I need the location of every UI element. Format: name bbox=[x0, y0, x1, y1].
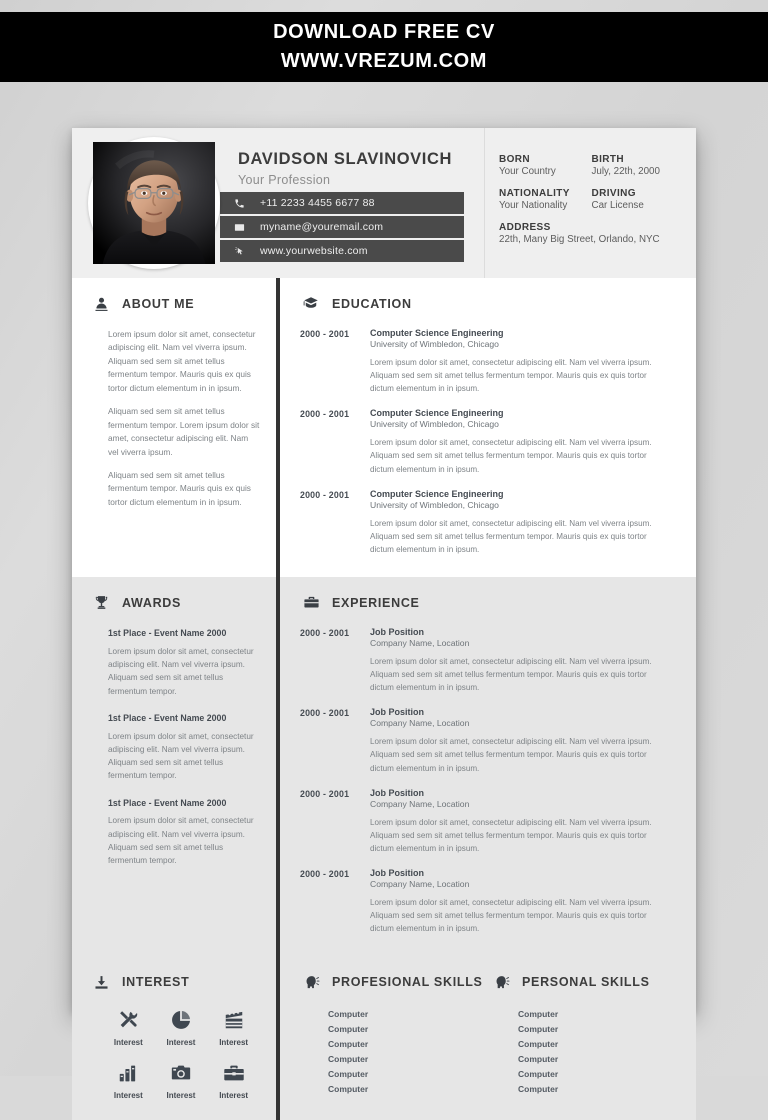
skill-name: Computer bbox=[518, 1083, 559, 1094]
zone-awards-experience bbox=[72, 577, 696, 956]
education-title: Computer Science Engineering bbox=[370, 488, 504, 499]
professional-skills-heading: PROFESIONAL SKILLS bbox=[332, 975, 483, 990]
education-title: Computer Science Engineering bbox=[370, 408, 504, 419]
skill-row bbox=[328, 1021, 490, 1036]
about-paragraph: Aliquam sed sem sit amet tellus fermentum tempor. Lorem ipsum dolor sit amet, consectetur adipiscing elit. Nam vel viverra ipsum. bbox=[108, 406, 260, 457]
info-birth-value: July, 22th, 2000 bbox=[591, 166, 660, 177]
contact-list bbox=[220, 192, 484, 264]
interest-item bbox=[102, 1006, 155, 1047]
skill-name: Computer bbox=[328, 1068, 369, 1079]
awards-section bbox=[72, 577, 278, 956]
personal-skills-block bbox=[490, 972, 680, 1096]
info-driving-value: Car License bbox=[591, 200, 644, 211]
header-left bbox=[72, 128, 484, 278]
award-description: Lorem ipsum dolor sit amet, consectetur adipiscing elit. Nam vel viverra ipsum. Aliquam sed sem sit amet tellus fermentum tempor. bbox=[108, 646, 254, 696]
personal-info-panel bbox=[484, 128, 696, 278]
experience-description: Lorem ipsum dolor sit amet, consectetur adipiscing elit. Nam vel viverra ipsum. Aliquam sed sem sit amet tellus fermentum tempor. Mauris quis ex quis tortor dictum elementum in in ipsum. bbox=[370, 737, 652, 773]
education-item bbox=[300, 408, 680, 475]
skill-track bbox=[390, 1011, 472, 1016]
education-institution: University of Wimbledon, Chicago bbox=[370, 419, 499, 430]
skill-row bbox=[328, 1036, 490, 1051]
experience-description: Lorem ipsum dolor sit amet, consectetur adipiscing elit. Nam vel viverra ipsum. Aliquam sed sem sit amet tellus fermentum tempor. Mauris quis ex quis tortor dictum elementum in in ipsum. bbox=[370, 656, 652, 693]
interest-item bbox=[155, 1006, 208, 1047]
info-nationality-label: NATIONALITY bbox=[499, 188, 570, 199]
tools-icon bbox=[102, 1006, 155, 1034]
person-icon bbox=[90, 294, 112, 314]
award-item bbox=[108, 627, 260, 698]
skill-name: Computer bbox=[518, 1023, 559, 1034]
skills-section bbox=[278, 956, 696, 1120]
education-description: Lorem ipsum dolor sit amet, consectetur adipiscing elit. Nam vel viverra ipsum. Aliquam sed sem sit amet tellus fermentum tempor. Mauris quis ex quis tortor dictum elementum in in ipsum. bbox=[370, 518, 652, 554]
skill-row bbox=[518, 1051, 680, 1066]
award-title: 1st Place - Event Name 2000 bbox=[108, 627, 227, 638]
contact-website-text: www.yourwebsite.com bbox=[260, 245, 368, 257]
experience-item bbox=[300, 868, 680, 935]
experience-company: Company Name, Location bbox=[370, 718, 470, 729]
skill-row bbox=[328, 1081, 490, 1096]
skill-name: Computer bbox=[328, 1023, 369, 1034]
awards-heading: AWARDS bbox=[122, 595, 182, 610]
info-address-value: 22th, Many Big Street, Orlando, NYC bbox=[499, 234, 660, 245]
skill-row bbox=[328, 1066, 490, 1081]
skill-row bbox=[518, 1006, 680, 1021]
skill-name: Computer bbox=[328, 1008, 369, 1019]
info-born bbox=[499, 154, 592, 177]
info-born-value: Your Country bbox=[499, 166, 556, 177]
award-title: 1st Place - Event Name 2000 bbox=[108, 712, 227, 723]
download-icon bbox=[90, 972, 112, 992]
info-nationality-value: Your Nationality bbox=[499, 200, 568, 211]
skill-row bbox=[518, 1081, 680, 1096]
cv-document bbox=[72, 128, 696, 1101]
avatar bbox=[88, 137, 220, 269]
head-profile-icon bbox=[490, 972, 512, 992]
header-identity bbox=[220, 128, 484, 257]
experience-title: Job Position bbox=[370, 626, 424, 637]
skill-track bbox=[580, 1011, 662, 1016]
pie-chart-icon bbox=[155, 1006, 208, 1034]
education-title: Computer Science Engineering bbox=[370, 328, 504, 338]
briefcase-icon bbox=[300, 593, 322, 613]
column-divider bbox=[276, 956, 280, 1120]
skill-name: Computer bbox=[328, 1038, 369, 1049]
info-nationality bbox=[499, 188, 592, 211]
info-address-label: ADDRESS bbox=[499, 222, 551, 233]
interest-label: Interest bbox=[219, 1038, 249, 1048]
skill-track bbox=[580, 1071, 662, 1076]
experience-item bbox=[300, 788, 680, 855]
experience-item bbox=[300, 707, 680, 774]
cv-header bbox=[72, 128, 696, 278]
skill-row bbox=[328, 1006, 490, 1021]
promo-banner-line-1: DOWNLOAD FREE CV bbox=[273, 21, 495, 43]
zone-about-education bbox=[72, 278, 696, 577]
experience-description: Lorem ipsum dolor sit amet, consectetur adipiscing elit. Nam vel viverra ipsum. Aliquam sed sem sit amet tellus fermentum tempor. Mauris quis ex quis tortor dictum elementum in in ipsum. bbox=[370, 897, 652, 934]
education-description: Lorem ipsum dolor sit amet, consectetur adipiscing elit. Nam vel viverra ipsum. Aliquam sed sem sit amet tellus fermentum tempor. Mauris quis ex quis tortor dictum elementum in in ipsum. bbox=[370, 438, 652, 474]
experience-title: Job Position bbox=[370, 707, 424, 718]
contact-row-phone[interactable] bbox=[220, 192, 464, 214]
skill-name: Computer bbox=[518, 1008, 559, 1019]
skill-name: Computer bbox=[328, 1083, 369, 1094]
interest-item bbox=[207, 1006, 260, 1047]
info-driving bbox=[592, 188, 685, 211]
about-heading: ABOUT ME bbox=[122, 297, 195, 311]
column-divider bbox=[276, 278, 280, 577]
experience-year: 2000 - 2001 bbox=[300, 627, 350, 638]
experience-company: Company Name, Location bbox=[370, 878, 470, 889]
skill-name: Computer bbox=[518, 1068, 559, 1079]
skill-row bbox=[518, 1036, 680, 1051]
skill-track bbox=[580, 1056, 662, 1061]
experience-section bbox=[278, 577, 696, 956]
award-item bbox=[108, 712, 260, 783]
about-paragraph: Aliquam sed sem sit amet tellus fermentum tempor. Mauris quis ex quis tortor dictum elementum in in ipsum. bbox=[108, 469, 251, 507]
skill-track bbox=[580, 1041, 662, 1046]
experience-heading: EXPERIENCE bbox=[332, 595, 420, 610]
zone-interest-skills bbox=[72, 956, 696, 1120]
experience-title: Job Position bbox=[370, 787, 424, 798]
skill-track bbox=[390, 1041, 472, 1046]
info-birth bbox=[592, 154, 685, 177]
interest-section bbox=[72, 956, 278, 1120]
interest-label: Interest bbox=[113, 1091, 143, 1101]
professional-skills-block bbox=[300, 972, 490, 1096]
phone-icon bbox=[228, 198, 250, 209]
personal-skills-heading: PERSONAL SKILLS bbox=[522, 975, 650, 990]
education-institution: University of Wimbledon, Chicago bbox=[370, 339, 499, 349]
experience-item bbox=[300, 627, 680, 694]
info-born-label: BORN bbox=[499, 154, 531, 165]
page-title: DAVIDSON SLAVINOVICH bbox=[238, 150, 452, 168]
skill-name: Computer bbox=[328, 1053, 369, 1064]
skill-name: Computer bbox=[518, 1053, 559, 1064]
interest-label: Interest bbox=[113, 1038, 143, 1048]
education-section bbox=[278, 278, 696, 577]
education-item bbox=[300, 328, 680, 395]
interest-item bbox=[102, 1059, 155, 1100]
trophy-icon bbox=[90, 593, 112, 613]
clapperboard-icon bbox=[207, 1006, 260, 1034]
education-item bbox=[300, 489, 680, 556]
envelope-icon bbox=[228, 222, 250, 233]
skill-track bbox=[390, 1026, 472, 1031]
profile-photo bbox=[93, 142, 215, 264]
education-year: 2000 - 2001 bbox=[300, 329, 350, 339]
education-year: 2000 - 2001 bbox=[300, 489, 350, 500]
skill-track bbox=[580, 1026, 662, 1031]
interest-label: Interest bbox=[166, 1091, 196, 1101]
experience-company: Company Name, Location bbox=[370, 798, 470, 809]
interest-heading: INTEREST bbox=[122, 975, 190, 990]
interest-label: Interest bbox=[166, 1038, 196, 1048]
cursor-click-icon bbox=[228, 246, 250, 257]
graduation-cap-icon bbox=[300, 294, 322, 314]
experience-year: 2000 - 2001 bbox=[300, 788, 350, 799]
about-paragraph: Lorem ipsum dolor sit amet, consectetur adipiscing elit. Nam vel viverra ipsum. Aliquam sed sem sit amet tellus fermentum tempor. Mauris quis ex quis tortor dictum elementum in in ipsum. bbox=[108, 329, 256, 393]
skill-track bbox=[580, 1086, 662, 1091]
contact-row-email[interactable] bbox=[220, 216, 464, 238]
interest-item bbox=[155, 1059, 208, 1100]
award-description: Lorem ipsum dolor sit amet, consectetur adipiscing elit. Nam vel viverra ipsum. Aliquam sed sem sit amet tellus fermentum tempor. bbox=[108, 731, 254, 781]
skill-track bbox=[390, 1086, 472, 1091]
profession-label: Your Profession bbox=[238, 172, 331, 187]
experience-company: Company Name, Location bbox=[370, 637, 470, 648]
skill-name: Computer bbox=[518, 1038, 559, 1049]
interest-label: Interest bbox=[219, 1091, 249, 1101]
contact-phone-text: +11 2233 4455 6677 88 bbox=[260, 197, 375, 209]
skill-row bbox=[518, 1066, 680, 1081]
about-section bbox=[72, 278, 278, 577]
education-institution: University of Wimbledon, Chicago bbox=[370, 499, 499, 510]
award-item bbox=[108, 797, 260, 868]
promo-banner-line-2: WWW.VREZUM.COM bbox=[280, 50, 488, 72]
info-birth-label: BIRTH bbox=[591, 154, 625, 165]
education-year: 2000 - 2001 bbox=[300, 409, 350, 420]
education-description: Lorem ipsum dolor sit amet, consectetur adipiscing elit. Nam vel viverra ipsum. Aliquam sed sem sit amet tellus fermentum tempor. Mauris quis ex quis tortor dictum elementum in in ipsum. bbox=[370, 358, 652, 394]
camera-icon bbox=[155, 1059, 208, 1087]
column-divider bbox=[276, 577, 280, 956]
education-heading: EDUCATION bbox=[332, 297, 412, 311]
skill-row bbox=[518, 1021, 680, 1036]
info-address bbox=[499, 222, 684, 245]
skill-track bbox=[390, 1071, 472, 1076]
experience-description: Lorem ipsum dolor sit amet, consectetur adipiscing elit. Nam vel viverra ipsum. Aliquam sed sem sit amet tellus fermentum tempor. Mauris quis ex quis tortor dictum elementum in in ipsum. bbox=[370, 817, 652, 853]
head-profile-icon bbox=[300, 972, 322, 992]
experience-year: 2000 - 2001 bbox=[300, 708, 350, 719]
experience-title: Job Position bbox=[370, 867, 424, 878]
skill-track bbox=[390, 1056, 472, 1061]
contact-email-text: myname@youremail.com bbox=[260, 221, 384, 233]
briefcase-icon bbox=[207, 1059, 260, 1087]
experience-year: 2000 - 2001 bbox=[300, 868, 350, 879]
skill-row bbox=[328, 1051, 490, 1066]
contact-row-website[interactable] bbox=[220, 240, 464, 262]
promo-banner bbox=[0, 12, 768, 82]
bar-chart-icon bbox=[102, 1059, 155, 1087]
award-description: Lorem ipsum dolor sit amet, consectetur adipiscing elit. Nam vel viverra ipsum. Aliquam sed sem sit amet tellus fermentum tempor. bbox=[108, 816, 254, 866]
info-driving-label: DRIVING bbox=[591, 188, 636, 199]
award-title: 1st Place - Event Name 2000 bbox=[108, 797, 227, 808]
interest-item bbox=[207, 1059, 260, 1100]
